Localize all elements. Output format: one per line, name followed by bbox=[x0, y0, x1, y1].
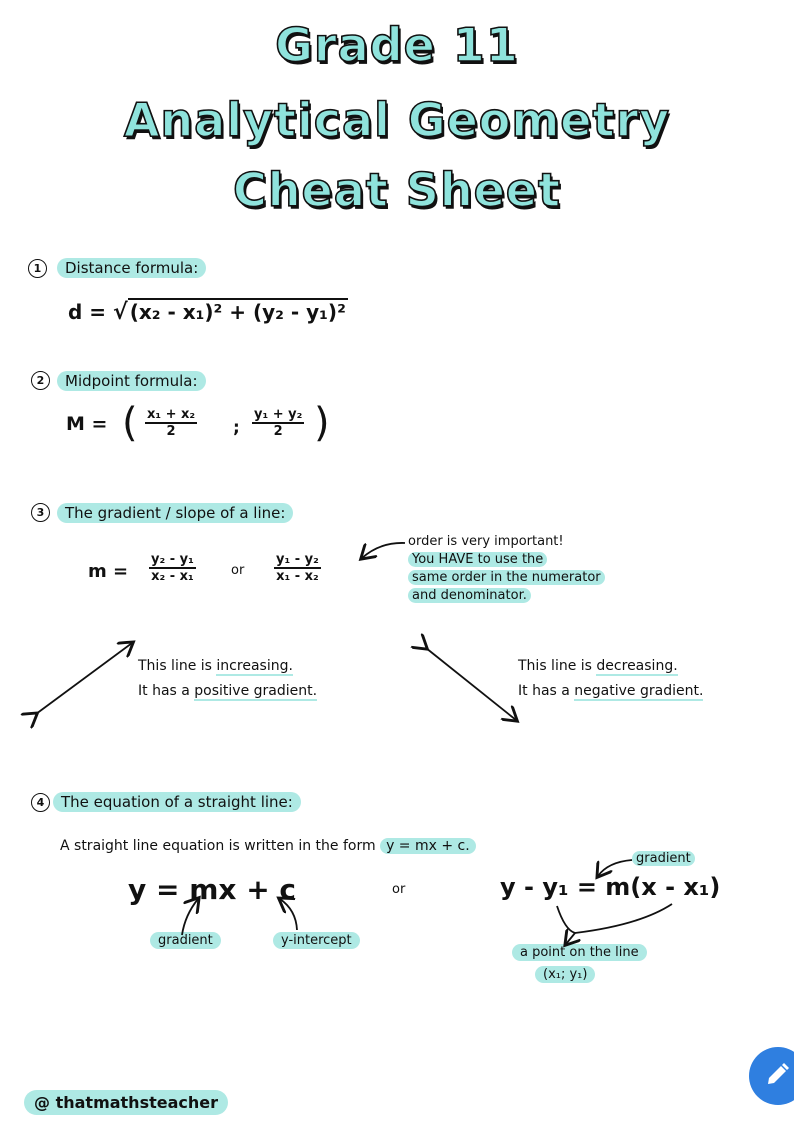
midpoint-heading: Midpoint formula: bbox=[57, 372, 206, 390]
footer-handle: @ thatmathsteacher bbox=[24, 1090, 228, 1115]
pencil-icon bbox=[749, 1047, 794, 1105]
midpoint-lhs: M = bbox=[66, 413, 108, 435]
increasing-line-text: This line is increasing. It has a positive gradient. bbox=[138, 658, 318, 699]
note-line-1: order is very important! bbox=[408, 534, 564, 549]
midpoint-fraction-x: $\frac{\text{x₁ + x₂}}{2}$ bbox=[147, 407, 196, 439]
note-line-4: and denominator. bbox=[408, 588, 531, 603]
title-line-2: Analytical Geometry bbox=[123, 93, 671, 147]
gradient2-pointer-arrow bbox=[598, 860, 632, 876]
distance-rhs: (x₂ - x₁)² + (y₂ - y₁)² bbox=[129, 300, 346, 324]
note-arrow bbox=[362, 543, 405, 558]
sqrt-icon: √ bbox=[113, 300, 128, 325]
edit-button[interactable] bbox=[749, 1047, 794, 1105]
point-pointer-arrow bbox=[566, 933, 575, 944]
gradient-or: or bbox=[231, 563, 245, 578]
midpoint-open-paren: ( bbox=[122, 400, 138, 446]
title-line-1: Grade 11 bbox=[275, 18, 519, 72]
section-number-4: 4 bbox=[31, 793, 50, 812]
midpoint-separator: ; bbox=[233, 418, 240, 438]
point-coords-label: (x₁; y₁) bbox=[535, 967, 595, 982]
gradient-label-2: gradient bbox=[632, 851, 695, 866]
equation-heading: The equation of a straight line: bbox=[53, 793, 301, 811]
section-number-1: 1 bbox=[28, 259, 47, 278]
gradient-fraction-1: $\frac{\text{y₂ - y₁}}{\text{x₂ - x₁}}$ bbox=[151, 552, 194, 584]
distance-lhs: d = bbox=[68, 300, 107, 324]
gradient-label: gradient bbox=[150, 933, 221, 948]
gradient-lhs: m = bbox=[88, 561, 129, 582]
section-number-2: 2 bbox=[31, 371, 50, 390]
note-line-3: same order in the numerator bbox=[408, 570, 605, 585]
increasing-line-arrow bbox=[36, 643, 132, 714]
section-number-3: 3 bbox=[31, 503, 50, 522]
intercept-pointer-arrow bbox=[280, 899, 297, 930]
gradient-heading: The gradient / slope of a line: bbox=[57, 504, 293, 522]
y-intercept-label: y-intercept bbox=[273, 933, 360, 948]
distance-heading: Distance formula: bbox=[57, 259, 206, 277]
point-on-line-label: a point on the line bbox=[512, 945, 647, 960]
equation-or: or bbox=[392, 882, 406, 897]
note-line-2: You HAVE to use the bbox=[408, 552, 547, 567]
decreasing-line-arrow bbox=[426, 648, 516, 720]
point-gradient-equation: y - y₁ = m(x - x₁) bbox=[500, 873, 721, 901]
slope-intercept-equation: y = mx + c bbox=[128, 873, 296, 906]
midpoint-fraction-y: $\frac{\text{y₁ + y₂}}{2}$ bbox=[254, 407, 303, 439]
decreasing-line-text: This line is decreasing. It has a negative gradient. bbox=[518, 658, 704, 699]
point-pointer-curve bbox=[557, 904, 672, 933]
midpoint-close-paren: ) bbox=[314, 400, 330, 446]
gradient-fraction-2: $\frac{\text{y₁ - y₂}}{\text{x₁ - x₂}}$ bbox=[276, 552, 319, 584]
title-line-3: Cheat Sheet bbox=[232, 163, 561, 217]
at-icon: @ bbox=[34, 1093, 50, 1112]
equation-intro: A straight line equation is written in the form y = mx + c. bbox=[60, 838, 476, 854]
gradient-pointer-arrow bbox=[182, 899, 198, 935]
